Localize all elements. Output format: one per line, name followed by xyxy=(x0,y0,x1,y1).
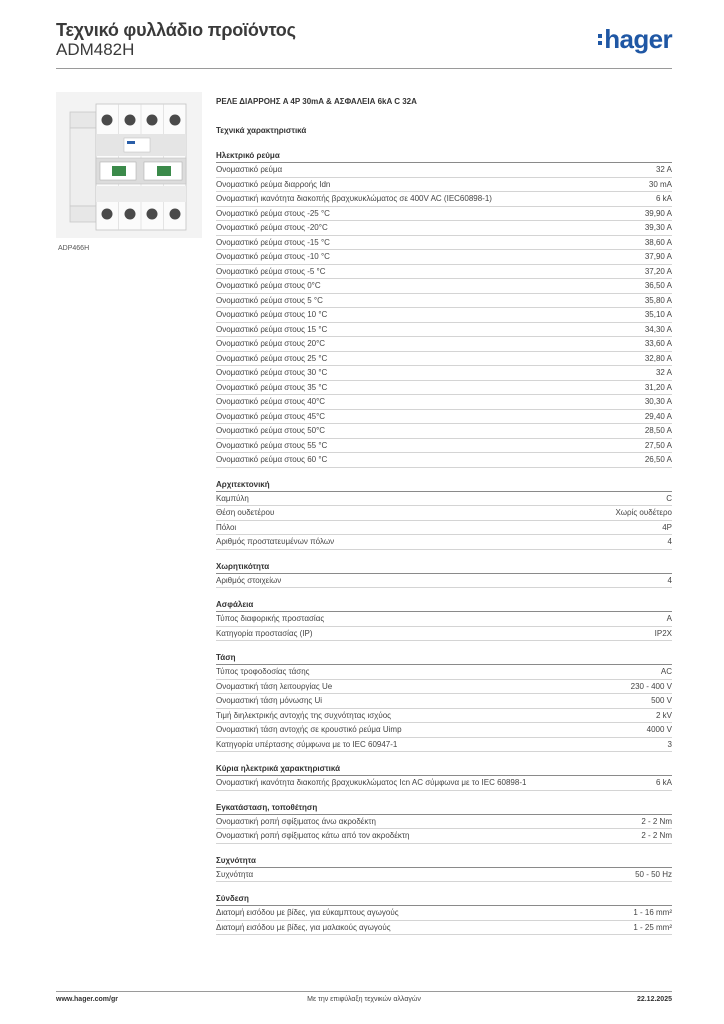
section-title: Ασφάλεια xyxy=(216,599,672,612)
footer-divider xyxy=(56,991,672,992)
spec-row xyxy=(216,236,672,251)
section-title: Κύρια ηλεκτρικά χαρακτηριστικά xyxy=(216,763,672,776)
spec-row xyxy=(216,366,672,381)
spec-label: Τύπος τροφοδοσίας τάσης xyxy=(216,667,310,676)
spec-row xyxy=(216,776,672,791)
spec-value: 33,60 A xyxy=(644,339,672,348)
spec-label: Ονομαστικό ρεύμα στους -20°C xyxy=(216,223,328,232)
spec-label: Ονομαστική ροπή σφίξιματος κάτω από τον ακροδέκτη xyxy=(216,831,410,840)
spec-section xyxy=(216,855,672,883)
product-image xyxy=(56,92,202,238)
spec-value: 34,30 A xyxy=(644,324,672,334)
spec-row xyxy=(216,665,672,680)
spec-row xyxy=(216,627,672,642)
spec-value: 4 xyxy=(667,537,672,546)
spec-section xyxy=(216,561,672,589)
spec-row xyxy=(216,574,672,589)
spec-value: 4000 V xyxy=(646,725,672,734)
spec-value: 50 - 50 Hz xyxy=(635,869,672,879)
spec-row xyxy=(216,395,672,410)
spec-value: 6 kA xyxy=(655,194,672,203)
spec-row xyxy=(216,829,672,844)
document-footer xyxy=(56,996,672,1008)
footer-date: 22.12.2025 xyxy=(636,996,672,1003)
footer-website[interactable]: www.hager.com/gr xyxy=(56,996,118,1003)
logo-dots-icon xyxy=(598,31,602,48)
section-title: Συχνότητα xyxy=(216,855,672,868)
spec-row xyxy=(216,506,672,521)
spec-row xyxy=(216,424,672,439)
spec-label: Ονομαστικό ρεύμα στους 30 °C xyxy=(216,368,328,377)
spec-label: Ονομαστική τάση μόνωσης Ui xyxy=(216,696,323,705)
spec-row xyxy=(216,535,672,550)
spec-row xyxy=(216,612,672,627)
spec-label: Ονομαστικό ρεύμα στους -15 °C xyxy=(216,237,330,247)
spec-row xyxy=(216,410,672,425)
spec-label: Ονομαστικό ρεύμα στους 55 °C xyxy=(216,440,328,450)
spec-row xyxy=(216,207,672,222)
spec-value: 26,50 A xyxy=(644,455,672,464)
spec-row xyxy=(216,279,672,294)
specification-content xyxy=(216,97,672,935)
section-title: Εγκατάσταση, τοποθέτηση xyxy=(216,802,672,815)
spec-section xyxy=(216,652,672,752)
spec-value: 2 - 2 Nm xyxy=(641,816,672,826)
spec-label: Αριθμός προστατευμένων πόλων xyxy=(216,537,335,546)
spec-value: IP2X xyxy=(654,628,672,638)
spec-label: Ονομαστικό ρεύμα στους 45°C xyxy=(216,411,326,421)
section-title: Σύνδεση xyxy=(216,893,672,906)
spec-value: 31,20 A xyxy=(644,382,672,392)
spec-value: C xyxy=(666,493,672,503)
spec-value: 3 xyxy=(667,739,672,749)
spec-label: Ονομαστικό ρεύμα στους 15 °C xyxy=(216,324,328,334)
spec-row xyxy=(216,868,672,883)
spec-value: 230 - 400 V xyxy=(630,681,672,691)
spec-value: 29,40 A xyxy=(644,411,672,421)
hager-logo xyxy=(598,24,672,54)
spec-value: 4P xyxy=(662,522,672,532)
spec-row xyxy=(216,323,672,338)
spec-row xyxy=(216,250,672,265)
spec-value: 500 V xyxy=(651,696,672,705)
spec-value: 38,60 A xyxy=(644,237,672,247)
image-caption: ADP466H xyxy=(58,245,90,252)
spec-label: Ονομαστική τάση αντοχής σε κρουστικό ρεύμα Uimp xyxy=(216,725,402,734)
spec-label: Ονομαστική ροπή σφίξιματος άνω ακροδέκτη xyxy=(216,816,376,826)
spec-value: 39,30 A xyxy=(644,223,672,232)
spec-value: 35,80 A xyxy=(644,295,672,305)
spec-value: 32 A xyxy=(655,368,672,377)
spec-row xyxy=(216,453,672,468)
spec-heading: Τεχνικά χαρακτηριστικά xyxy=(216,126,307,135)
spec-row xyxy=(216,521,672,536)
spec-sections xyxy=(216,150,672,935)
spec-value: 6 kA xyxy=(655,778,672,787)
spec-label: Διατομή εισόδου με βίδες, για μαλακούς αγωγούς xyxy=(216,922,391,932)
spec-label: Κατηγορία υπέρτασης σύμφωνα με το IEC 60947-1 xyxy=(216,739,398,749)
spec-section xyxy=(216,893,672,935)
spec-value: 4 xyxy=(667,575,672,585)
spec-label: Ονομαστικό ρεύμα στους 25 °C xyxy=(216,353,328,363)
spec-value: 2 - 2 Nm xyxy=(641,831,672,840)
spec-value: 37,90 A xyxy=(644,252,672,261)
spec-label: Ονομαστικό ρεύμα διαρροής Idn xyxy=(216,179,331,189)
spec-row xyxy=(216,709,672,724)
section-title: Ηλεκτρικό ρεύμα xyxy=(216,150,672,163)
document-header xyxy=(56,20,672,70)
spec-row xyxy=(216,906,672,921)
spec-value: 37,20 A xyxy=(644,266,672,276)
spec-value: AC xyxy=(660,667,672,676)
spec-label: Συχνότητα xyxy=(216,869,254,879)
spec-row xyxy=(216,921,672,936)
spec-label: Ονομαστικό ρεύμα στους 10 °C xyxy=(216,310,328,319)
spec-label: Ονομαστικό ρεύμα στους 0°C xyxy=(216,281,321,290)
spec-value: 2 kV xyxy=(655,710,672,720)
spec-label: Ονομαστικό ρεύμα στους -25 °C xyxy=(216,208,330,218)
spec-row xyxy=(216,738,672,753)
section-title: Χωρητικότητα xyxy=(216,561,672,574)
spec-value: 32,80 A xyxy=(644,353,672,363)
spec-label: Ονομαστικό ρεύμα στους -10 °C xyxy=(216,252,330,261)
spec-label: Ονομαστικό ρεύμα στους 5 °C xyxy=(216,295,323,305)
spec-section xyxy=(216,802,672,844)
spec-row xyxy=(216,221,672,236)
spec-label: Ονομαστικό ρεύμα στους 20°C xyxy=(216,339,326,348)
spec-label: Ονομαστικό ρεύμα στους 40°C xyxy=(216,397,326,406)
header-divider xyxy=(56,68,672,69)
spec-row xyxy=(216,308,672,323)
spec-row xyxy=(216,492,672,507)
section-title: Τάση xyxy=(216,652,672,665)
spec-label: Ονομαστικό ρεύμα στους 50°C xyxy=(216,426,326,435)
spec-label: Ονομαστικό ρεύμα στους 60 °C xyxy=(216,455,328,464)
section-title: Αρχιτεκτονική xyxy=(216,479,672,492)
spec-value: 28,50 A xyxy=(644,426,672,435)
spec-label: Αριθμός στοιχείων xyxy=(216,575,282,585)
spec-section xyxy=(216,479,672,550)
spec-value: 30 mA xyxy=(648,179,672,189)
footer-notice: Με την επιφύλαξη τεχνικών αλλαγών xyxy=(307,996,421,1003)
spec-value: 35,10 A xyxy=(644,310,672,319)
spec-row xyxy=(216,352,672,367)
spec-label: Ονομαστική ικανότητα διακοπής βραχυκυκλώματος Icn AC σύμφωνα με το IEC 60898-1 xyxy=(216,778,527,787)
spec-value: 39,90 A xyxy=(644,208,672,218)
spec-label: Διατομή εισόδου με βίδες, για εύκαμπτους αγωγούς xyxy=(216,908,399,917)
spec-row xyxy=(216,337,672,352)
spec-row xyxy=(216,178,672,193)
circuit-breaker-icon xyxy=(56,92,202,238)
spec-label: Τιμή διηλεκτρικής αντοχής της συχνότητας ισχύος xyxy=(216,710,392,720)
spec-value: 36,50 A xyxy=(644,281,672,290)
spec-section xyxy=(216,150,672,468)
spec-value: 27,50 A xyxy=(644,440,672,450)
spec-row xyxy=(216,381,672,396)
product-name: ΡΕΛΕ ΔΙΑΡΡΟΗΣ A 4P 30mA & ΑΣΦΑΛΕΙΑ 6kA C 32A xyxy=(216,97,417,106)
spec-label: Ονομαστική ικανότητα διακοπής βραχυκυκλώματος σε 400V AC (IEC60898-1) xyxy=(216,194,492,203)
spec-section xyxy=(216,599,672,641)
spec-value: 1 - 16 mm² xyxy=(633,908,672,917)
spec-label: Θέση ουδετέρου xyxy=(216,508,275,517)
spec-row xyxy=(216,439,672,454)
spec-row xyxy=(216,163,672,178)
spec-label: Καμπύλη xyxy=(216,493,249,503)
spec-row xyxy=(216,192,672,207)
spec-row xyxy=(216,815,672,830)
spec-row xyxy=(216,694,672,709)
spec-row xyxy=(216,680,672,695)
spec-value: A xyxy=(666,614,672,623)
spec-label: Πόλοι xyxy=(216,522,237,532)
spec-section xyxy=(216,763,672,791)
spec-value: 1 - 25 mm² xyxy=(633,922,672,932)
spec-label: Ονομαστικό ρεύμα xyxy=(216,165,283,174)
spec-value: 32 A xyxy=(655,165,672,174)
logo-text: hager xyxy=(604,24,672,54)
spec-row xyxy=(216,294,672,309)
spec-label: Κατηγορία προστασίας (IP) xyxy=(216,628,313,638)
spec-row xyxy=(216,265,672,280)
spec-label: Τύπος διαφορικής προστασίας xyxy=(216,614,325,623)
spec-label: Ονομαστικό ρεύμα στους -5 °C xyxy=(216,266,326,276)
document-title: Τεχνικό φυλλάδιο προϊόντος xyxy=(56,20,296,40)
spec-label: Ονομαστική τάση λειτουργίας Ue xyxy=(216,681,333,691)
spec-label: Ονομαστικό ρεύμα στους 35 °C xyxy=(216,382,328,392)
spec-value: Χωρίς ουδέτερο xyxy=(615,508,672,517)
spec-row xyxy=(216,723,672,738)
spec-value: 30,30 A xyxy=(644,397,672,406)
product-code: ADM482H xyxy=(56,40,135,59)
